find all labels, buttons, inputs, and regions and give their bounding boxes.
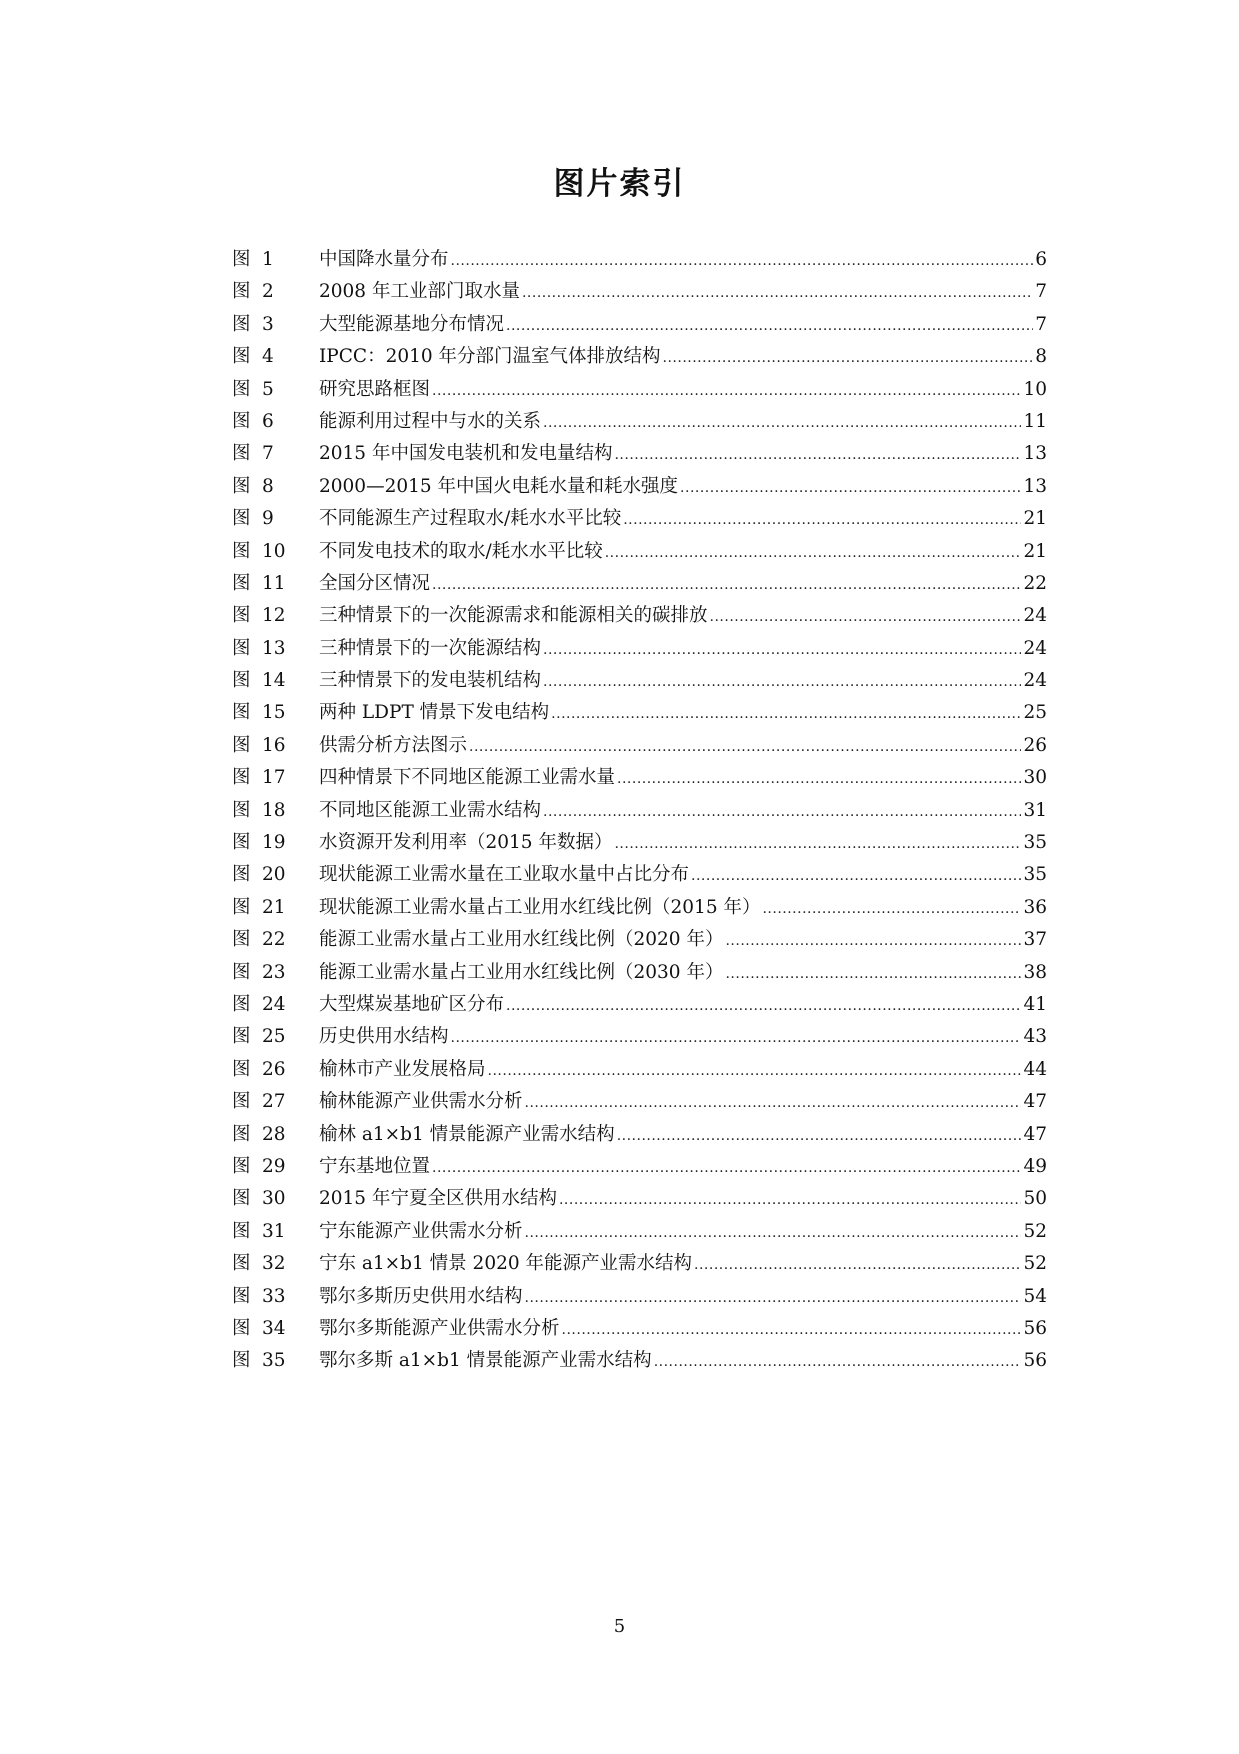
toc-entry[interactable] [232,1086,1047,1118]
dot-leader [725,925,1021,957]
figure-word: 图 [232,1317,251,1339]
figure-word: 图 [232,929,251,951]
figure-page-number: 38 [1023,961,1047,983]
figure-number: 21 [262,896,286,918]
figure-label [232,633,319,665]
dot-leader [605,537,1022,569]
dot-leader [432,569,1021,601]
figure-number: 33 [262,1285,286,1307]
toc-entry[interactable] [232,1345,1047,1377]
figure-number: 25 [262,1026,286,1048]
toc-entry[interactable] [232,1151,1047,1183]
figure-page-number: 6 [1035,249,1047,270]
figure-title: 四种情景下不同地区能源工业需水量 [319,767,616,789]
figure-title: 供需分析方法图示 [319,734,468,756]
figure-page-number: 56 [1023,1317,1047,1339]
figure-page-number: 52 [1023,1220,1047,1242]
figure-page-number: 10 [1023,378,1047,400]
figure-title: 能源利用过程中与水的关系 [319,410,542,432]
figure-title: 三种情景下的发电装机结构 [319,670,542,692]
figure-number: 1 [262,249,274,270]
figure-title: 历史供用水结构 [319,1026,449,1048]
figure-label [232,471,319,503]
figure-word: 图 [232,249,251,270]
figure-page-number: 21 [1023,508,1047,530]
figure-title: 不同地区能源工业需水结构 [319,799,542,821]
figure-label [232,730,319,762]
figure-number: 5 [262,378,274,400]
figure-title: 现状能源工业需水量在工业取水量中占比分布 [319,864,690,886]
toc-entry[interactable] [232,1054,1047,1086]
figure-label [232,244,319,276]
dot-leader [623,504,1021,536]
figure-page-number: 24 [1023,670,1047,692]
figure-word: 图 [232,1155,251,1177]
toc-entry[interactable] [232,438,1047,470]
figure-number: 10 [262,540,286,562]
figure-word: 图 [232,1123,251,1145]
figure-label [232,1345,319,1377]
figure-word: 图 [232,670,251,692]
figure-number: 26 [262,1058,286,1080]
figure-label [232,1151,319,1183]
figure-word: 图 [232,1091,251,1113]
dot-leader [543,634,1021,666]
toc-entry[interactable] [232,1248,1047,1280]
figure-word: 图 [232,281,251,303]
figure-label [232,1119,319,1151]
figure-label [232,892,319,924]
dot-leader [551,698,1021,730]
figure-word: 图 [232,508,251,530]
figure-label [232,697,319,729]
figure-page-number: 56 [1023,1350,1047,1372]
figure-page-number: 24 [1023,605,1047,627]
figure-index-list [232,244,1047,1378]
figure-word: 图 [232,993,251,1015]
figure-title: 三种情景下的一次能源结构 [319,637,542,659]
toc-entry[interactable] [232,924,1047,956]
figure-word: 图 [232,1220,251,1242]
figure-page-number: 37 [1023,929,1047,951]
page-number: 5 [613,1616,626,1637]
toc-entry[interactable] [232,1281,1047,1313]
figure-title: 榆林市产业发展格局 [319,1058,486,1080]
toc-entry[interactable] [232,471,1047,503]
figure-label [232,536,319,568]
toc-entry[interactable] [232,1216,1047,1248]
figure-title: 2015 年宁夏全区供用水结构 [319,1188,557,1210]
dot-leader [506,990,1021,1022]
figure-title: 宁东 a1×b1 情景 2020 年能源产业需水结构 [319,1253,693,1275]
figure-page-number: 54 [1023,1285,1047,1307]
dot-leader [522,277,1033,309]
figure-number: 14 [262,670,286,692]
dot-leader [451,245,1034,277]
toc-entry[interactable] [232,244,1047,276]
figure-page-number: 22 [1023,572,1047,594]
toc-entry[interactable] [232,503,1047,535]
figure-number: 17 [262,767,286,789]
figure-word: 图 [232,702,251,724]
figure-label [232,1313,319,1345]
dot-leader [543,796,1021,828]
figure-number: 3 [262,313,274,335]
figure-number: 19 [262,832,286,854]
figure-page-number: 8 [1035,346,1047,368]
dot-leader [562,1314,1022,1346]
figure-title: 不同能源生产过程取水/耗水水平比较 [319,508,622,530]
toc-entry[interactable] [232,795,1047,827]
figure-label [232,341,319,373]
figure-title: 榆林能源产业供需水分析 [319,1091,523,1113]
figure-page-number: 47 [1023,1091,1047,1113]
figure-label [232,989,319,1021]
figure-page-number: 50 [1023,1188,1047,1210]
figure-number: 7 [262,443,274,465]
dot-leader [614,828,1021,860]
toc-entry[interactable] [232,568,1047,600]
figure-number: 30 [262,1188,286,1210]
figure-page-number: 13 [1023,475,1047,497]
toc-entry[interactable] [232,536,1047,568]
figure-label [232,827,319,859]
figure-title: 现状能源工业需水量占工业用水红线比例（2015 年） [319,896,761,918]
figure-number: 23 [262,961,286,983]
dot-leader [725,958,1021,990]
figure-label [232,276,319,308]
figure-page-number: 24 [1023,637,1047,659]
toc-entry[interactable] [232,1021,1047,1053]
figure-label [232,309,319,341]
dot-leader [525,1282,1022,1314]
figure-word: 图 [232,1285,251,1307]
figure-number: 9 [262,508,274,530]
dot-leader [469,731,1021,763]
figure-number: 13 [262,637,286,659]
figure-word: 图 [232,767,251,789]
figure-word: 图 [232,313,251,335]
figure-word: 图 [232,605,251,627]
figure-page-number: 41 [1023,993,1047,1015]
figure-label [232,1183,319,1215]
figure-title: 鄂尔多斯历史供用水结构 [319,1285,523,1307]
figure-page-number: 7 [1035,281,1047,303]
figure-label [232,1281,319,1313]
figure-word: 图 [232,1253,251,1275]
figure-number: 35 [262,1350,286,1372]
figure-number: 24 [262,993,286,1015]
figure-word: 图 [232,896,251,918]
dot-leader [506,310,1033,342]
figure-word: 图 [232,378,251,400]
figure-word: 图 [232,961,251,983]
figure-title: 2008 年工业部门取水量 [319,281,520,303]
dot-leader [762,893,1021,925]
figure-number: 20 [262,864,286,886]
figure-label [232,1021,319,1053]
figure-page-number: 43 [1023,1026,1047,1048]
figure-page-number: 13 [1023,443,1047,465]
figure-title: 2000—2015 年中国火电耗水量和耗水强度 [319,475,679,497]
figure-page-number: 35 [1023,864,1047,886]
toc-entry[interactable] [232,859,1047,891]
dot-leader [488,1055,1022,1087]
dot-leader [543,666,1021,698]
figure-page-number: 25 [1023,702,1047,724]
figure-number: 29 [262,1155,286,1177]
figure-title: 榆林 a1×b1 情景能源产业需水结构 [319,1123,615,1145]
figure-label [232,1086,319,1118]
dot-leader [525,1217,1022,1249]
figure-title: 三种情景下的一次能源需求和能源相关的碳排放 [319,605,708,627]
toc-entry[interactable] [232,276,1047,308]
toc-entry[interactable] [232,406,1047,438]
dot-leader [614,439,1021,471]
figure-word: 图 [232,799,251,821]
dot-leader [710,601,1022,633]
figure-number: 16 [262,734,286,756]
figure-page-number: 49 [1023,1155,1047,1177]
figure-number: 28 [262,1123,286,1145]
figure-number: 12 [262,605,286,627]
toc-entry[interactable] [232,1313,1047,1345]
figure-word: 图 [232,443,251,465]
figure-number: 4 [262,346,274,368]
figure-word: 图 [232,346,251,368]
figure-label [232,924,319,956]
figure-label [232,438,319,470]
figure-page-number: 35 [1023,832,1047,854]
figure-title: 2015 年中国发电装机和发电量结构 [319,443,613,465]
figure-page-number: 31 [1023,799,1047,821]
toc-entry[interactable] [232,665,1047,697]
figure-title: 大型能源基地分布情况 [319,313,505,335]
toc-entry[interactable] [232,957,1047,989]
figure-title: 宁东能源产业供需水分析 [319,1220,523,1242]
page-title: 图片索引 [553,166,686,202]
figure-number: 22 [262,929,286,951]
figure-title: 全国分区情况 [319,572,431,594]
figure-label [232,795,319,827]
figure-word: 图 [232,1350,251,1372]
figure-page-number: 7 [1035,313,1047,335]
toc-entry[interactable] [232,633,1047,665]
figure-label [232,859,319,891]
figure-word: 图 [232,1188,251,1210]
figure-page-number: 36 [1023,896,1047,918]
dot-leader [654,1346,1022,1378]
figure-title: 宁东基地位置 [319,1155,431,1177]
figure-label [232,762,319,794]
figure-title: 能源工业需水量占工业用水红线比例（2030 年） [319,961,724,983]
figure-title: 水资源开发利用率（2015 年数据） [319,832,613,854]
dot-leader [617,763,1021,795]
figure-word: 图 [232,475,251,497]
figure-label [232,1054,319,1086]
dot-leader [559,1184,1021,1216]
figure-title: IPCC：2010 年分部门温室气体排放结构 [319,346,661,368]
figure-number: 6 [262,410,274,432]
figure-number: 2 [262,281,274,303]
figure-page-number: 11 [1023,410,1047,432]
figure-title: 两种 LDPT 情景下发电结构 [319,702,550,724]
figure-word: 图 [232,540,251,562]
figure-number: 32 [262,1253,286,1275]
dot-leader [543,407,1021,439]
figure-number: 34 [262,1317,286,1339]
figure-page-number: 44 [1023,1058,1047,1080]
figure-page-number: 47 [1023,1123,1047,1145]
toc-entry[interactable] [232,1183,1047,1215]
toc-entry[interactable] [232,1119,1047,1151]
toc-entry[interactable] [232,309,1047,341]
figure-number: 18 [262,799,286,821]
figure-word: 图 [232,832,251,854]
dot-leader [451,1022,1022,1054]
dot-leader [680,472,1021,504]
figure-word: 图 [232,864,251,886]
toc-entry[interactable] [232,762,1047,794]
figure-label [232,600,319,632]
figure-number: 31 [262,1220,286,1242]
figure-word: 图 [232,1058,251,1080]
toc-entry[interactable] [232,374,1047,406]
figure-word: 图 [232,410,251,432]
figure-title: 中国降水量分布 [319,249,449,270]
figure-page-number: 26 [1023,734,1047,756]
figure-title: 不同发电技术的取水/耗水水平比较 [319,540,603,562]
figure-label [232,665,319,697]
dot-leader [694,1249,1021,1281]
dot-leader [663,342,1034,374]
figure-page-number: 52 [1023,1253,1047,1275]
figure-label [232,1248,319,1280]
figure-label [232,406,319,438]
toc-entry[interactable] [232,600,1047,632]
dot-leader [691,860,1021,892]
figure-page-number: 21 [1023,540,1047,562]
figure-number: 15 [262,702,286,724]
figure-number: 27 [262,1091,286,1113]
toc-entry[interactable] [232,892,1047,924]
dot-leader [432,375,1021,407]
figure-label [232,568,319,600]
toc-entry[interactable] [232,341,1047,373]
figure-title: 鄂尔多斯能源产业供需水分析 [319,1317,560,1339]
figure-title: 研究思路框图 [319,378,431,400]
figure-word: 图 [232,734,251,756]
figure-number: 8 [262,475,274,497]
toc-entry[interactable] [232,697,1047,729]
dot-leader [617,1120,1022,1152]
figure-word: 图 [232,637,251,659]
figure-word: 图 [232,1026,251,1048]
toc-entry[interactable] [232,730,1047,762]
figure-number: 11 [262,572,286,594]
figure-label [232,957,319,989]
figure-title: 大型煤炭基地矿区分布 [319,993,505,1015]
dot-leader [432,1152,1021,1184]
figure-label [232,503,319,535]
figure-title: 鄂尔多斯 a1×b1 情景能源产业需水结构 [319,1350,652,1372]
figure-word: 图 [232,572,251,594]
toc-entry[interactable] [232,989,1047,1021]
figure-title: 能源工业需水量占工业用水红线比例（2020 年） [319,929,724,951]
figure-page-number: 30 [1023,767,1047,789]
figure-label [232,374,319,406]
figure-label [232,1216,319,1248]
toc-entry[interactable] [232,827,1047,859]
dot-leader [525,1087,1022,1119]
